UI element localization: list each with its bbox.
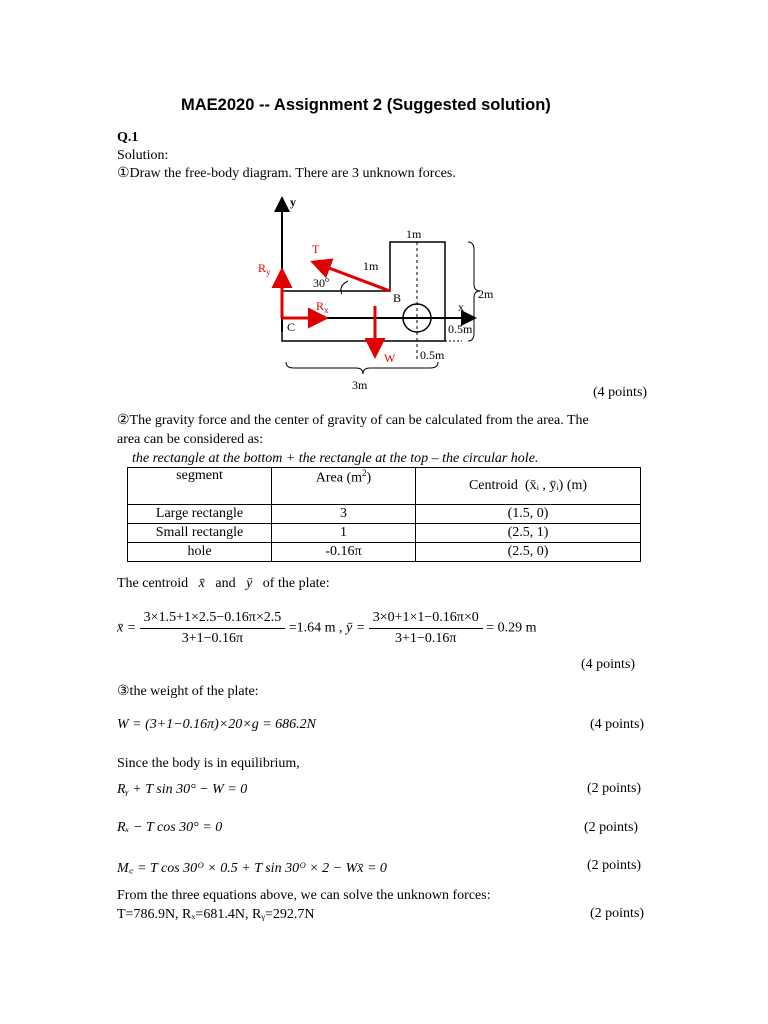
solution-label: Solution: <box>117 148 169 163</box>
equation-fy: Rᵧ + T sin 30° − W = 0 <box>117 782 248 797</box>
cell-segment: Small rectangle <box>128 524 272 543</box>
points-eq1: (2 points) <box>587 781 642 796</box>
table-row <box>128 524 641 543</box>
points-eq3: (2 points) <box>587 858 642 873</box>
dim-05m-b: 0.5m <box>420 348 445 362</box>
equation-moment: M꜀ = T cos 30ᴼ × 0.5 + T sin 30ᴼ × 2 − Wx̄ = 0 <box>117 861 387 876</box>
segment-table <box>127 467 641 562</box>
final-answer: T=786.9N, Rₓ=681.4N, Rᵧ=292.7N <box>117 907 315 922</box>
cell-area: 3 <box>272 505 416 524</box>
ry-label: $R_y$ <box>258 261 271 277</box>
cell-centroid: (2.5, 0) <box>416 543 641 562</box>
points-step2: (4 points) <box>581 657 636 672</box>
points-eq2: (2 points) <box>584 820 639 835</box>
cell-area: 1 <box>272 524 416 543</box>
equilibrium-text: Since the body is in equilibrium, <box>117 756 300 771</box>
cell-centroid: (1.5, 0) <box>416 505 641 524</box>
solve-text: From the three equations above, we can solve the unknown forces: <box>117 888 491 903</box>
step-2-line-1: ②The gravity force and the center of gravity of can be calculated from the area. The <box>117 413 589 428</box>
cell-segment: hole <box>128 543 272 562</box>
step-3-text: ③the weight of the plate: <box>117 684 259 699</box>
centroid-intro: The centroid x̄ and ȳ of the plate: <box>117 576 330 591</box>
cell-centroid: (2.5, 1) <box>416 524 641 543</box>
header-segment: segment <box>128 468 272 505</box>
tension-label: T <box>312 242 320 256</box>
free-body-diagram <box>250 190 510 400</box>
question-number: Q.1 <box>117 130 139 145</box>
points-final: (2 points) <box>590 906 645 921</box>
dim-2m: 2m <box>478 287 494 301</box>
header-centroid: Centroid (x̄ᵢ , ȳᵢ) (m) <box>416 468 641 505</box>
step-1-text: ①Draw the free-body diagram. There are 3 unknown forces. <box>117 166 456 181</box>
dim-1m-top: 1m <box>406 227 422 241</box>
dim-1m-side: 1m <box>363 259 379 273</box>
cell-area: -0.16π <box>272 543 416 562</box>
step-2-italic: the rectangle at the bottom + the rectangle at the top – the circular hole. <box>132 451 539 466</box>
weight-equation: W = (3+1−0.16π)×20×g = 686.2N <box>117 717 317 732</box>
point-b-label: B <box>393 291 402 305</box>
step-2-line-2: area can be considered as: <box>117 432 264 447</box>
table-row <box>128 543 641 562</box>
y-axis-label: y <box>290 195 296 209</box>
header-area: Area $(m^2)$ <box>272 468 416 505</box>
angle-label: 30$^o$ <box>313 275 329 290</box>
x-axis-label: x <box>458 300 464 314</box>
page-title: MAE2020 -- Assignment 2 (Suggested solution) <box>181 96 551 114</box>
points-step1: (4 points) <box>593 385 648 400</box>
rx-label: $R_x$ <box>316 299 329 315</box>
centroid-equation: x̄ = $\frac{3\times 1.5+1\times 2.5-0.16\pi\times 2.5}{3+1-0.16\pi}$ =1.64 m , ȳ = $\frac{3\times 0+1\times 1-0.16\pi\times 0}{3+1-0.16\pi}$ = 0.29 m <box>117 610 537 646</box>
point-c-label: C <box>287 320 296 334</box>
cell-segment: Large rectangle <box>128 505 272 524</box>
table-row <box>128 505 641 524</box>
points-step3: (4 points) <box>590 717 645 732</box>
dim-05m-a: 0.5m <box>448 322 473 336</box>
dim-3m: 3m <box>352 378 368 392</box>
equation-fx: Rₓ − T cos 30° = 0 <box>117 820 223 835</box>
weight-label: W <box>384 351 396 365</box>
